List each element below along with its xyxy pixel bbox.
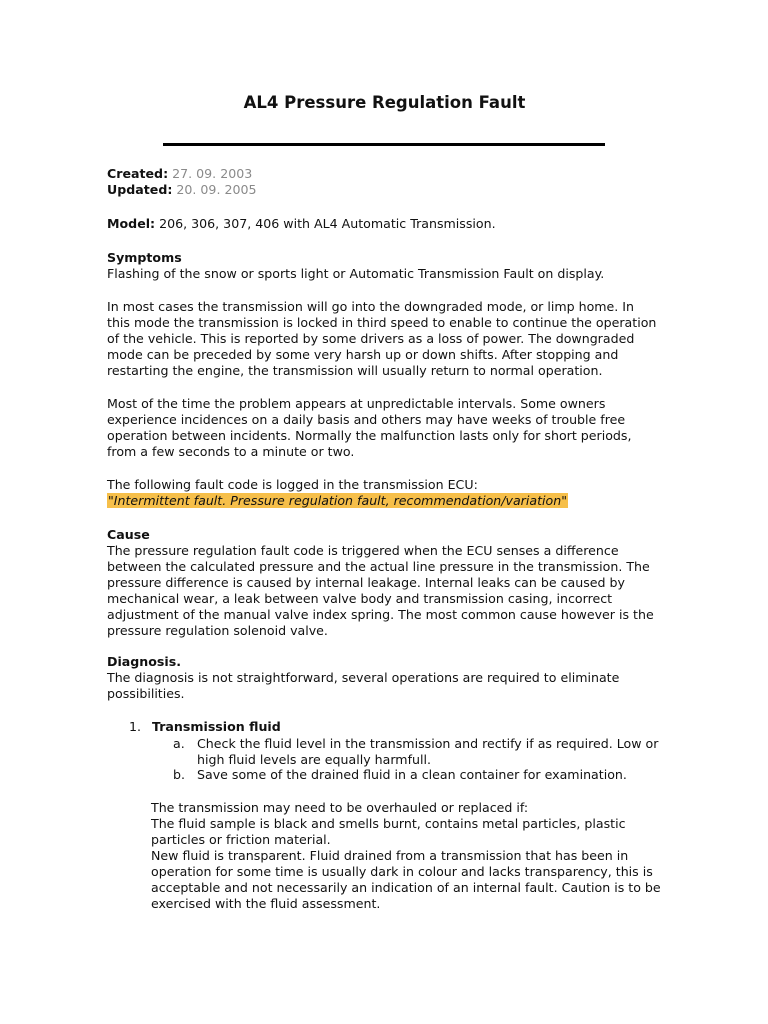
sub-item-b	[173, 767, 663, 783]
text-line: adjustment of the manual valve index spring. The most common cause however is the	[107, 607, 654, 622]
cause-section	[107, 527, 667, 639]
created-value: 27. 09. 2003	[172, 166, 253, 181]
text-line: pressure difference is caused by internal leakage. Internal leaks can be caused by	[107, 575, 626, 590]
list-item-title: Transmission fluid	[152, 719, 281, 734]
text-line: restarting the engine, the transmission will usually return to normal operation.	[107, 363, 603, 378]
created-label: Created:	[107, 166, 169, 181]
updated-label: Updated:	[107, 182, 173, 197]
fluid-note	[151, 800, 666, 912]
symptoms-paragraph-2	[107, 299, 667, 379]
text-line: In most cases the transmission will go into the downgraded mode, or limp home. In	[107, 299, 635, 314]
list-item-1	[129, 719, 669, 735]
title-divider	[163, 143, 605, 146]
created-line	[107, 166, 667, 182]
text-line: particles or friction material.	[151, 832, 331, 847]
symptoms-heading: Symptoms	[107, 250, 182, 265]
text-line: The fluid sample is black and smells burnt, contains metal particles, plastic	[151, 816, 626, 831]
text-line: Save some of the drained fluid in a clean container for examination.	[197, 767, 627, 782]
text-line: exercised with the fluid assessment.	[151, 896, 381, 911]
fault-code-block	[107, 477, 667, 509]
text-line: high fluid levels are equally harmfull.	[197, 752, 431, 767]
text-line: of the vehicle. This is reported by some drivers as a loss of power. The downgraded	[107, 331, 635, 346]
text-line: possibilities.	[107, 686, 185, 701]
text-line: The transmission may need to be overhauled or replaced if:	[151, 800, 529, 815]
cause-heading: Cause	[107, 527, 150, 542]
text-line: from a few seconds to a minute or two.	[107, 444, 355, 459]
text-line: The diagnosis is not straightforward, several operations are required to eliminate	[107, 670, 620, 685]
text-line: operation between incidents. Normally the malfunction lasts only for short periods,	[107, 428, 632, 443]
model-label: Model:	[107, 216, 156, 231]
updated-line	[107, 182, 667, 198]
fault-intro: The following fault code is logged in the transmission ECU:	[107, 477, 478, 492]
text-line: pressure regulation solenoid valve.	[107, 623, 328, 638]
symptoms-section	[107, 250, 667, 282]
text-line: mechanical wear, a leak between valve body and transmission casing, incorrect	[107, 591, 613, 606]
model-value: 206, 306, 307, 406 with AL4 Automatic Transmission.	[155, 216, 496, 231]
text-line: acceptable and not necessarily an indication of an internal fault. Caution is to be	[151, 880, 661, 895]
model-line	[107, 216, 667, 232]
text-line: mode can be preceded by some very harsh up or down shifts. After stopping and	[107, 347, 619, 362]
diagnosis-section	[107, 654, 667, 702]
sub-marker: a.	[173, 736, 185, 751]
text-line: The pressure regulation fault code is triggered when the ECU senses a difference	[107, 543, 619, 558]
text-line: New fluid is transparent. Fluid drained from a transmission that has been in	[151, 848, 629, 863]
meta-dates	[107, 166, 667, 198]
text-line: experience incidences on a daily basis and others may have weeks of trouble free	[107, 412, 626, 427]
sub-item-a	[173, 736, 663, 768]
text-line: Check the fluid level in the transmission and rectify if as required. Low or	[197, 736, 659, 751]
page-title: AL4 Pressure Regulation Fault	[243, 93, 526, 112]
text-line: Most of the time the problem appears at unpredictable intervals. Some owners	[107, 396, 606, 411]
updated-value: 20. 09. 2005	[176, 182, 257, 197]
symptoms-line-1: Flashing of the snow or sports light or Automatic Transmission Fault on display.	[107, 266, 605, 281]
text-line: between the calculated pressure and the actual line pressure in the transmission. The	[107, 559, 650, 574]
symptoms-paragraph-3	[107, 396, 667, 460]
list-number: 1.	[129, 719, 142, 734]
sub-marker: b.	[173, 767, 185, 782]
text-line: this mode the transmission is locked in third speed to enable to continue the operation	[107, 315, 657, 330]
text-line: operation for some time is usually dark in colour and lacks transparency, this is	[151, 864, 653, 879]
diagnosis-heading: Diagnosis.	[107, 654, 181, 669]
fault-code-highlight: "Intermittent fault. Pressure regulation fault, recommendation/variation"	[108, 493, 567, 508]
